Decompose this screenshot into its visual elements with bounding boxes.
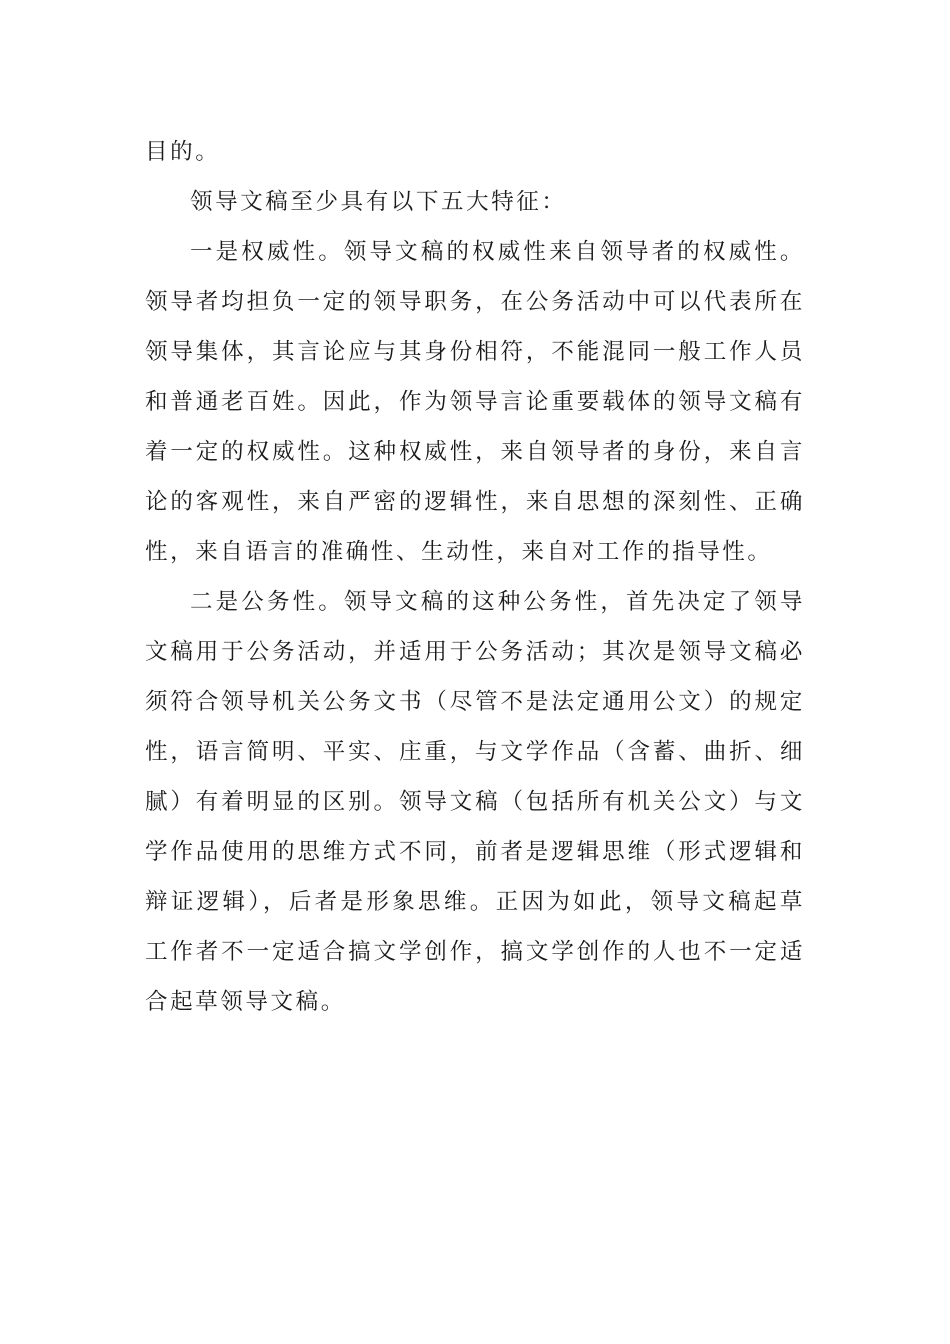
paragraph-authority: 一是权威性。领导文稿的权威性来自领导者的权威性。领导者均担负一定的领导职务，在公务活动中可以代表所在领导集体，其言论应与其身份相符，不能混同一般工作人员和普通老百姓。因此，作为领导言论重要载体的领导文稿有着一定的权威性。这种权威性，来自领导者的身份，来自言论的客观性，来自严密的逻辑性，来自思想的深刻性、正确性，来自语言的准确性、生动性，来自对工作的指导性。 — [145, 239, 805, 565]
paragraph-features-intro: 领导文稿至少具有以下五大特征： — [190, 189, 567, 215]
paragraph-official-nature: 二是公务性。领导文稿的这种公务性，首先决定了领导文稿用于公务活动，并适用于公务活动；其次是领导文稿必须符合领导机关公务文书（尽管不是法定通用公文）的规定性，语言简明、平实、庄重，与文学作品（含蓄、曲折、细腻）有着明显的区别。领导文稿（包括所有机关公文）与文学作品使用的思维方式不同，前者是逻辑思维（形式逻辑和辩证逻辑），后者是形象思维。正因为如此，领导文稿起草工作者不一定适合搞文学创作，搞文学创作的人也不一定适合起草领导文稿。 — [145, 589, 805, 1015]
body-text — [145, 127, 805, 1027]
paragraph-continuation: 目的。 — [145, 139, 221, 165]
